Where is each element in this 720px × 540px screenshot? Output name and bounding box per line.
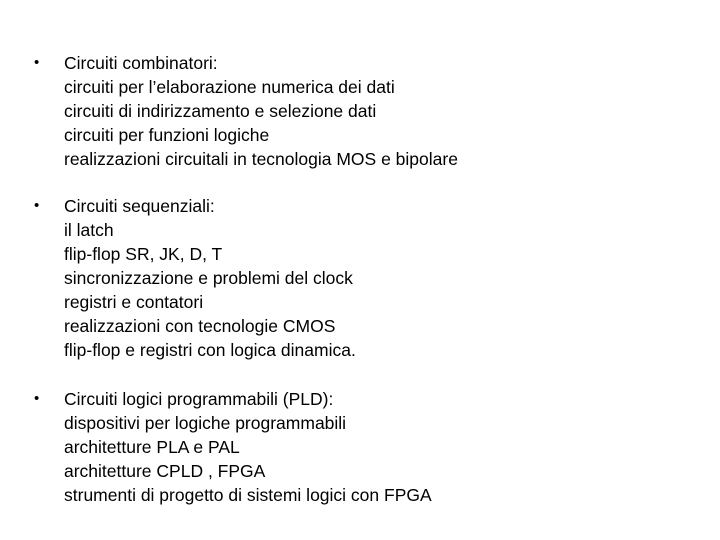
list-item: circuiti per funzioni logiche — [64, 125, 270, 145]
section-programmable-logic — [34, 387, 694, 507]
section-heading-line — [34, 51, 694, 75]
list-item: realizzazioni con tecnologie CMOS — [64, 316, 336, 336]
bullet-icon: • — [34, 54, 40, 71]
list-item: realizzazioni circuitali in tecnologia MOS e bipolare — [64, 149, 458, 169]
list-item: flip-flop SR, JK, D, T — [64, 244, 223, 264]
section-heading: Circuiti combinatori: — [64, 53, 218, 73]
bullet-icon: • — [34, 390, 40, 407]
section-heading-line — [34, 387, 694, 411]
list-item: circuiti di indirizzamento e selezione dati — [64, 101, 377, 121]
section-heading-line — [34, 194, 694, 218]
section-sequential-circuits — [34, 194, 694, 362]
list-item: sincronizzazione e problemi del clock — [64, 268, 353, 288]
bullet-icon: • — [34, 197, 40, 214]
list-item: registri e contatori — [64, 292, 204, 312]
list-item: architetture PLA e PAL — [64, 437, 240, 457]
section-combinational-circuits — [34, 51, 694, 171]
section-heading: Circuiti sequenziali: — [64, 196, 215, 216]
list-item: circuiti per l’elaborazione numerica dei dati — [64, 77, 395, 97]
list-item: flip-flop e registri con logica dinamica. — [64, 340, 356, 360]
list-item: architetture CPLD , FPGA — [64, 461, 266, 481]
section-heading: Circuiti logici programmabili (PLD): — [64, 389, 334, 409]
list-item: dispositivi per logiche programmabili — [64, 413, 347, 433]
list-item: il latch — [64, 220, 114, 240]
list-item: strumenti di progetto di sistemi logici con FPGA — [64, 485, 432, 505]
